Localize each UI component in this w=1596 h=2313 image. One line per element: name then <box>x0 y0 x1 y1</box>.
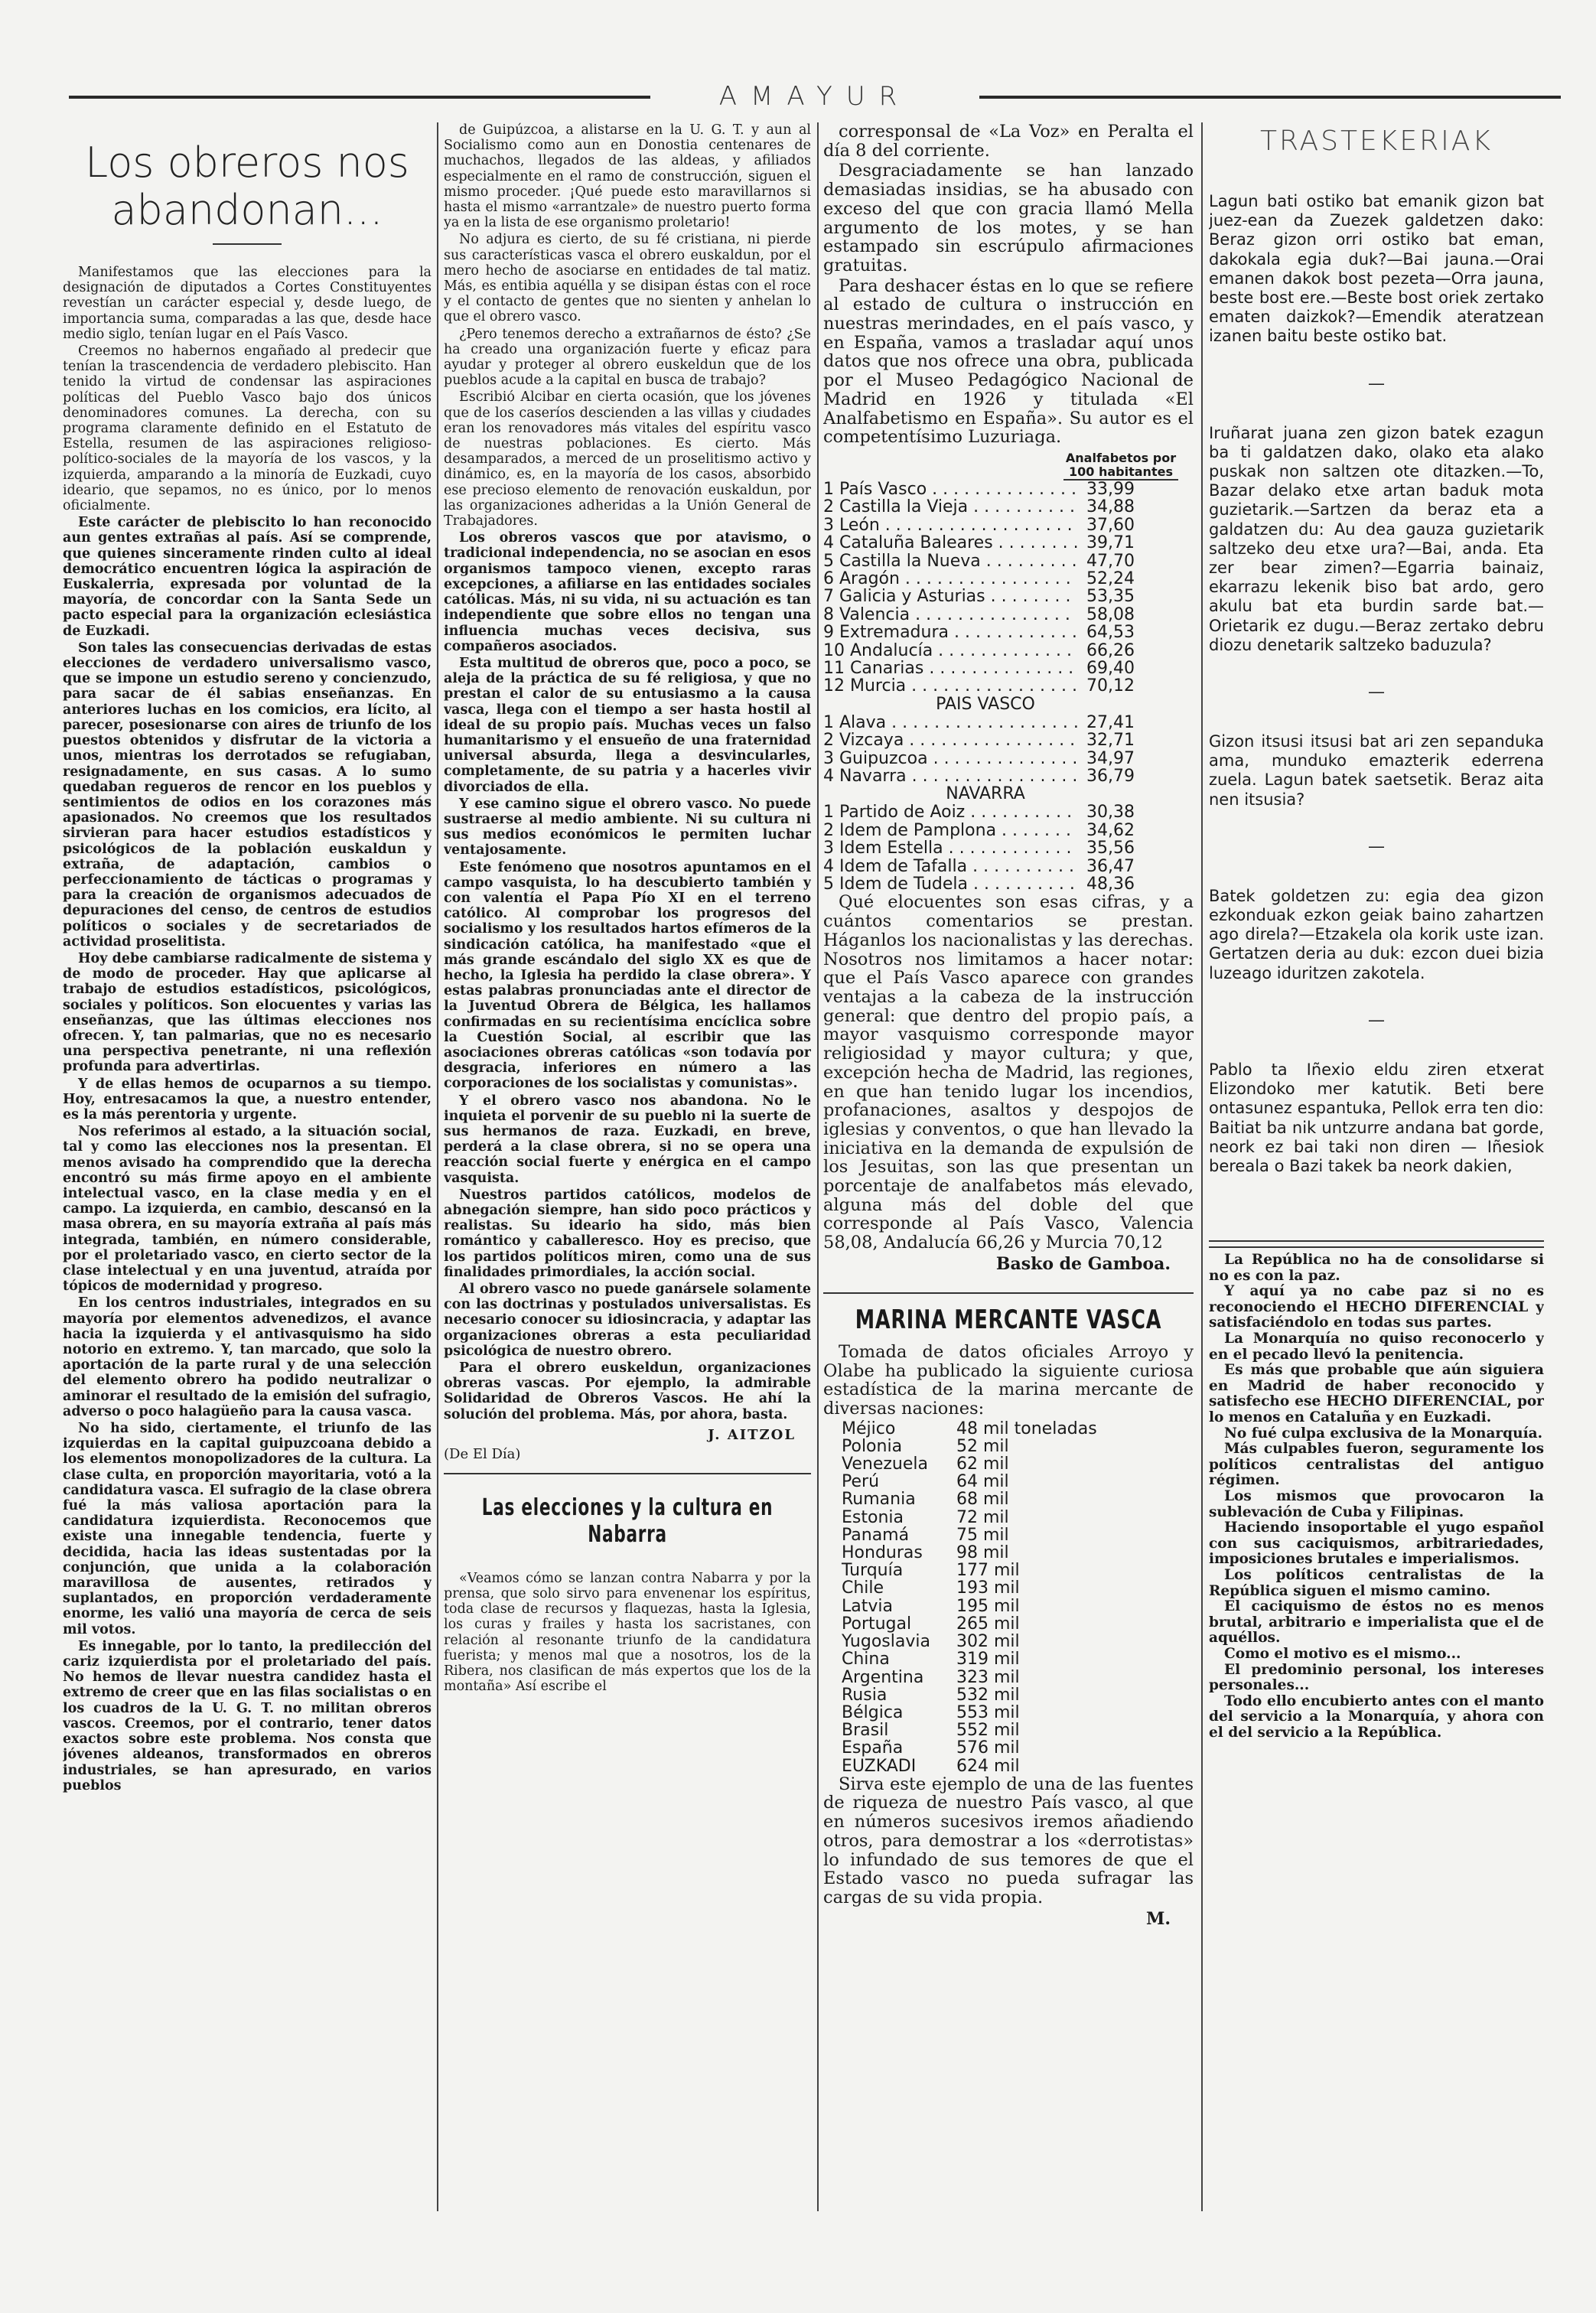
table-row <box>823 606 1194 624</box>
row-label: 2 Castilla la Vieja . . . <box>823 498 1077 516</box>
table-row <box>823 875 1194 893</box>
table-row <box>823 1758 1194 1775</box>
paragraph: Este carácter de plebiscito lo han reconocido aun gentes extrañas al país. Así se comprende, que quienes sinceramente rinden culto al ideal democrático encuentren lógica la aspiración de Euskalerria, expresada por voluntad de la mayoría, de concordar con la Santa Sede un pacto especial para la organización eclesiástica de Euzkadi. <box>63 515 432 639</box>
illiteracy-table <box>823 481 1194 696</box>
paragraph: Para deshacer éstas en lo que se refiere al estado de cultura o instrucción en nuestras merindades, en el país vasco, y en España, vamos a trasladar aquí unos datos que nos ofrece una obra, publicada por el Museo Pedagógico Nacional de Madrid en 1926 y titulada «El Analfabetismo en España». Su autor es el competentísimo Luzuriaga. <box>823 275 1194 448</box>
row-value: 98 mil <box>956 1543 1009 1563</box>
marina-headline: MARINA MERCANTE VASCA <box>855 1304 1162 1335</box>
row-label: 10 Andalucía . . . <box>823 642 1077 660</box>
table-row <box>823 1490 1194 1508</box>
row-value: 319 mil <box>956 1650 1020 1670</box>
row-label: 1 Partido de Aoiz . . . <box>823 803 1077 821</box>
box-paragraph: La República no ha de consolidarse si no es con la paz. <box>1209 1252 1544 1284</box>
marina-signature: M. <box>1145 1908 1171 1929</box>
paragraph: Nuestros partidos católicos, modelos de abnegación siempre, han sido poco prácticos y realistas. Su ideario ha sido, más bien romántico y caballeresco. Hoy es preciso, que los partidos políticos miren, como una de sus finalidades primordiales, la acción social. <box>444 1187 811 1280</box>
joke-paragraph: Lagun bati ostiko bat emanik gizon bat juez-ean da Zuezek galdetzen dako: Beraz gizon orri ostiko bat eman, dakokala egia duk?—Bai jauna.—Orai emanen dakok bost pezeta—Orra jauna, beste bost ere.—Beste bost oriek zertako ematen daizkok?—Emendik ateratzean izanen baitu beste ostiko bat. <box>1209 192 1544 346</box>
row-value: 323 mil <box>956 1667 1020 1687</box>
row-label: 4 Navarra . . . <box>823 767 1077 785</box>
row-value: 66,26 <box>1086 640 1135 660</box>
article-signature: Basko de Gamboa. <box>995 1253 1171 1274</box>
box-paragraph: Los políticos centralistas de la República siguen el mismo camino. <box>1209 1566 1544 1599</box>
row-value: 34,97 <box>1086 748 1135 768</box>
row-label: Argentina <box>842 1667 924 1687</box>
paragraph: Esta multitud de obreros que, poco a poco, se aleja de la práctica de su fé religiosa, y que no prestan el calor de su entusiasmo a la causa vasca, llega con el tiempo a ser hasta hostil al ideal de su propio país. Muchas veces un falso humanitarismo y el ensueño de una fraternidad universal absurda, llega a desvincularles, completamente, de su patria y a hacerles vivir divorciados de ella. <box>444 655 811 795</box>
paragraph: de Guipúzcoa, a alistarse en la U. G. T. y aun al Socialismo como aun en Donostia centenares de muchachos, llegados de las aldeas, y afiliados especialmente en el ramo de construcción, siguen el mismo proceder. ¡Qué puede esto maravillarnos si hasta el mismo «arrantzale» de nuestro puerto forma ya en la lista de ese organismo proletario! <box>444 122 811 231</box>
row-value: 30,38 <box>1086 803 1135 823</box>
row-label: Polonia <box>842 1436 903 1456</box>
paragraph: Desgraciadamente se han lanzado demasiadas insidias, se ha abusado con exceso del que con gracia llamó Mella argumento de los motes, y se han estampado sin escrúpulo afirmaciones gratuitas. <box>823 161 1194 275</box>
article2-headline: Las elecciones y la cultura en Nabarra <box>481 1494 774 1548</box>
paragraph: Manifestamos que las elecciones para la designación de diputados a Cortes Constituyentes revestían un carácter especial y, desde luego, de importancia suma, comparadas a las que, desde hace medio siglo, tenían lugar en el País Vasco. <box>63 265 432 342</box>
row-value: 195 mil <box>956 1596 1020 1616</box>
row-label: 8 Valencia . . . <box>823 606 1077 624</box>
basque-table <box>823 714 1194 786</box>
table-row <box>823 731 1194 749</box>
separator-dash: — <box>1368 1010 1385 1030</box>
row-label: 12 Murcia . . . <box>823 677 1077 695</box>
masthead-rule-right <box>979 96 1561 99</box>
table-header: Analfabetos por 100 habitantes <box>1063 451 1178 481</box>
group-title: NAVARRA <box>946 784 1025 804</box>
row-label: Panamá <box>842 1525 910 1545</box>
row-value: 302 mil <box>956 1632 1020 1652</box>
separator-dash: — <box>1368 373 1385 393</box>
row-label: 7 Galicia y Asturias . . . <box>823 588 1077 605</box>
row-value: 58,08 <box>1086 604 1135 624</box>
table-row <box>823 552 1194 570</box>
column-divider <box>437 122 438 2211</box>
table-row <box>823 858 1194 875</box>
box-paragraph: Más culpables fueron, seguramente los políticos centralistas del antiguo régimen. <box>1209 1441 1544 1489</box>
row-label: 1 País Vasco . . . <box>823 481 1077 498</box>
masthead <box>69 81 1561 112</box>
paragraph: Escribió Alcibar en cierta ocasión, que los jóvenes que de los caseríos descienden a las villas y ciudades eran los renovadores más vitales del espíritu vasco de nuestras poblaciones. Es cierto. Más desamparados, a merced de un proselitismo activo y dinámico, es, en la mayoría de los casos, absorbido ese precioso elemento de renovación euskaldun, por las organizaciones adheridas a la Unión General de Trabajadores. <box>444 389 811 529</box>
table-row <box>823 1598 1194 1615</box>
row-label: Perú <box>842 1472 880 1492</box>
box-rule <box>1209 1246 1544 1248</box>
row-label: 4 Cataluña Baleares . . . <box>823 534 1077 552</box>
row-label: Honduras <box>842 1543 923 1563</box>
box-paragraph: La Monarquía no quiso reconocerlo y en el pecado llevó la penitencia. <box>1209 1331 1544 1363</box>
row-value: 552 mil <box>956 1721 1020 1741</box>
table-row <box>823 803 1194 821</box>
table-row <box>823 1455 1194 1473</box>
row-value: 34,88 <box>1086 497 1135 517</box>
row-value: 177 mil <box>956 1561 1020 1581</box>
row-label: 9 Extremadura . . . <box>823 624 1077 641</box>
paragraph: Son tales las consecuencias derivadas de estas elecciones de verdadero universalismo vasco, que se impone un estudio sereno y concienzudo, para sacar de él sabias enseñanzas. En anteriores luchas en los comicios, era lícito, al parecer, posesionarse con aires de triunfo de los puestos obtenidos y disfrutar de la victoria a unos, mientras los derrotados se refugiaban, resignadamente, en sus casas. A lo sumo quedaban regueros de rencor en los pueblos y sentimientos de odios en los corazones más apasionados. No creemos que los resultados sirvieran para hacer estudios estadísticos y psicológicos de la población euskaldun y extraña, de adaptación, cambios o perfeccionamiento de tácticas o programas y para la creación de organismos adecuados de depuraciones del censo, de centros de estudios políticos o sociales y de secretariados de actividad proselitista. <box>63 640 432 950</box>
article-continuation <box>823 122 1194 447</box>
table-row <box>823 714 1194 731</box>
row-value: 48 mil toneladas <box>956 1419 1097 1438</box>
article-body <box>63 265 432 1793</box>
table-row <box>823 750 1194 767</box>
article-headline: Los obreros nos abandonan... <box>85 138 409 234</box>
column-1 <box>63 122 432 2211</box>
row-label: Rusia <box>842 1685 888 1705</box>
box-paragraph: Los mismos que provocaron la sublevación de Cuba y Filipinas. <box>1209 1488 1544 1520</box>
row-value: 27,41 <box>1086 712 1135 732</box>
row-value: 265 mil <box>956 1614 1020 1634</box>
table-row <box>823 1704 1194 1722</box>
row-value: 32,71 <box>1086 731 1135 751</box>
row-value: 75 mil <box>956 1525 1009 1545</box>
row-value: 47,70 <box>1086 551 1135 571</box>
article-body-continued <box>444 122 811 1422</box>
row-label: España <box>842 1738 904 1758</box>
row-value: 64,53 <box>1086 623 1135 643</box>
row-label: Chile <box>842 1578 884 1598</box>
table-row <box>823 1562 1194 1579</box>
paragraph: Y ese camino sigue el obrero vasco. No puede sustraerse al medio ambiente. Ni su cultura ni sus medios económicos le permiten luchar ventajosamente. <box>444 796 811 858</box>
masthead-title: AMAYUR <box>718 81 911 112</box>
table-row <box>823 624 1194 641</box>
row-label: 4 Idem de Tafalla . . . <box>823 858 1077 875</box>
row-value: 39,71 <box>1086 533 1135 553</box>
group-title: PAIS VASCO <box>936 694 1035 714</box>
paragraph: Creemos no habernos engañado al predecir que tenían la trascendencia de verdadero plebiscito. Han tenido la virtud de condensar las aspiraciones políticas del Pueblo Vasco bajo dos únicos denominadores comunes. La derecha, con su programa claramente definido en el Estatuto de Estella, resumen de las aspiraciones religioso-político-sociales de la mayoría de los vascos, y la izquierda, amparando a la minoría de Euzkadi, cuyo ideario, que sepamos, no es único, por lo menos oficialmente. <box>63 344 432 514</box>
joke-paragraph: Pablo ta Iñexio eldu ziren etxerat Elizondoko mer katutik. Beti bere ontasunez espantuka, Pellok erra ten dio: Baitiat ba nik untzurre andana bat gorde, neork ez bai taki non diren — Iñesiok bereala o Bazi takek ba neork dakien, <box>1209 1060 1544 1175</box>
marina-outro: Sirva este ejemplo de una de las fuentes de riqueza de nuestro País vasco, al que en números sucesivos iremos añadiendo otros, para demostrar a los «derrotistas» lo infundado de sus temores de que el Estado vasco no pueda sufragar las cargas de su vida propia. <box>823 1774 1194 1907</box>
row-label: 3 León . . . <box>823 516 1077 534</box>
row-value: 53,35 <box>1086 587 1135 607</box>
table-row <box>823 1669 1194 1686</box>
row-value: 532 mil <box>956 1685 1020 1705</box>
row-value: 576 mil <box>956 1738 1020 1758</box>
conclusion-paragraph: Qué elocuentes son esas cifras, y a cuántos comentarios se prestan. Háganlos los nacionalistas y las derechas. Nosotros nos limitamos a hacer notar: que el País Vasco aparece con grandes ventajas a la cabeza de la instrucción general: que dentro del propio país, a mayor vasquismo corresponde mayor religiosidad y mayor cultura; y que, excepción hecha de Madrid, las regiones, en que han tenido lugar los incendios, profanaciones, asaltos y despojos de iglesias y conventos, o que han llevado la iniciativa en la demanda de expulsión de los Jesuitas, son las que presentan un porcentaje de analfabetos más elevado, alguna más del doble del que corresponde al País Vasco, Valencia 58,08, Andalucía 66,26 y Murcia 70,12 <box>823 892 1194 1253</box>
separator-dash: — <box>1368 836 1385 856</box>
box-paragraph: Es más que probable que aún siguiera en Madrid de haber reconocido y satisfecho ese HECHO DIFERENCIAL, por lo menos en Cataluña y en Euzkadi. <box>1209 1362 1544 1426</box>
table-row <box>823 660 1194 677</box>
table-row <box>823 1650 1194 1668</box>
column-4 <box>1209 122 1544 2211</box>
table-row <box>823 642 1194 660</box>
separator-dash: — <box>1368 682 1385 702</box>
article2-paragraph: «Veamos cómo se lanzan contra Nabarra y por la prensa, que solo sirvo para envenenar los espíritus, toda clase de recursos y flaquezas, hasta la Iglesia, los curas y frailes y hasta los sacristanes, con relación al resonante triunfo de la candidatura fuerista; y menos mal que a nosotros, los de la Ribera, nos clasifican de más expertos que los de la montaña» Así escribe el <box>444 1570 811 1695</box>
navarra-table <box>823 803 1194 893</box>
row-value: 624 mil <box>956 1756 1020 1776</box>
row-label: 3 Idem Estella . . . <box>823 839 1077 857</box>
column-3 <box>823 122 1194 2211</box>
box-paragraph: No fué culpa exclusiva de la Monarquía. <box>1224 1425 1543 1442</box>
joke-paragraph: Gizon itsusi itsusi bat ari zen sepanduka ama, munduko emazterik ederrena zuela. Lagun batek saetsetik. Beraz aita nen itsusia? <box>1209 732 1544 809</box>
political-box-text <box>1209 1253 1544 1741</box>
row-value: 37,60 <box>1086 515 1135 535</box>
row-label: 1 Alava . . . <box>823 714 1077 731</box>
table-row <box>823 839 1194 857</box>
article-signature: J. AITZOL <box>708 1426 796 1443</box>
table-row <box>823 822 1194 839</box>
paragraph: Hoy debe cambiarse radicalmente de sistema y de modo de proceder. Hay que aplicarse al trabajo de estudios estadísticos, psicológicos, sociales y políticos. Son elocuentes y varias las enseñanzas, que las últimas elecciones nos ofrecen. Y, tan palmarias, que no es necesario una perspectiva penetrante, ni una reflexión profunda para advertirlas. <box>63 950 432 1075</box>
joke-paragraph: Batek goldetzen zu: egia dea gizon ezkonduak ezkon geiak baino zahartzen ago direla?—Etzakela ola korik uste izan. Gertatzen deria au duk: ezcon duei bizia luzeago iduritzen zakotela. <box>1209 886 1544 982</box>
column-divider <box>1201 122 1203 2211</box>
table-row <box>823 1579 1194 1597</box>
marina-table <box>823 1420 1194 1775</box>
box-rule <box>1209 1240 1544 1242</box>
row-value: 62 mil <box>956 1455 1009 1474</box>
table-row <box>823 1509 1194 1526</box>
column-2 <box>444 122 811 2211</box>
box-paragraph: Todo ello encubierto antes con el manto del servicio a la Monarquía, y ahora con el del servicio a la República. <box>1209 1692 1544 1741</box>
row-label: EUZKADI <box>842 1756 917 1776</box>
row-label: China <box>842 1650 890 1670</box>
paragraph: Y el obrero vasco nos abandona. No le inquieta el porvenir de su pueblo ni la suerte de sus hermanos de raza. Euzkadi, en breve, perderá a la clase obrera, si no se opera una reacción social fuerte y enérgica en el campo vasquista. <box>444 1093 811 1186</box>
row-label: Méjico <box>842 1419 896 1438</box>
table-row <box>823 1420 1194 1438</box>
row-label: Brasil <box>842 1721 889 1741</box>
row-value: 48,36 <box>1086 875 1135 894</box>
paragraph: ¿Pero tenemos derecho a extrañarnos de ésto? ¿Se ha creado una organización fuerte y eficaz para ayudar y proteger al obrero euskeldun que de los pueblos acude a la capital en busca de trabajo? <box>444 326 811 389</box>
column-title: TRASTEKERIAK <box>1260 125 1493 157</box>
paragraph: Los obreros vascos que por atavismo, o tradicional independencia, no se asocian en esos organismos tampoco vienen, excepto raras excepciones, a afiliarse en las entidades sociales católicas. Más, ni su vida, ni su actuación es tan independiente que sobre ellos no tengan una influencia muchas veces decisiva, sus compañeros asociados. <box>444 530 811 654</box>
row-label: Estonia <box>842 1507 904 1527</box>
paragraph: Nos referimos al estado, a la situación social, tal y como las elecciones nos la presentan. El menos avisado ha comprendido que la derecha encontró su más firme apoyo en el ambiente intelectual vasco, en la clase media y en el campo. La izquierda, en cambio, descansó en la masa obrera, en su mayoría extraña al país más integrada, también, en número considerable, por el proletariado vasco, en cierto sector de la clase intelectual y en una juventud, atraída por tópicos de modernidad y progreso. <box>63 1124 432 1295</box>
box-paragraph: Como el motivo es el mismo... <box>1224 1645 1461 1662</box>
row-label: 11 Canarias . . . <box>823 660 1077 677</box>
paragraph: corresponsal de «La Voz» en Peralta el día 8 del corriente. <box>823 122 1194 161</box>
table-row <box>823 1633 1194 1650</box>
row-label: 3 Guipuzcoa . . . <box>823 750 1077 767</box>
row-value: 553 mil <box>956 1702 1020 1722</box>
paragraph: Este fenómeno que nosotros apuntamos en el campo vasquista, lo ha descubierto también y con valentía el Papa Pío XI en el terreno católico. Al comprobar los progresos del socialismo y los resultados hartos efímeros de la sindicación católica, ha manifestado «que el más grande escándalo del siglo XX es que de hecho, la Iglesia ha perdido la clase obrera». Y estas palabras pronunciadas ante el director de la Juventud Obrera de Bélgica, les hallamos confirmadas en su recientísima encíclica sobre la Cuestión Social, al escribir que las asociaciones obreras católicas «son todavía por desgracia, inferiores en número a las corporaciones de los socialistas y comunistas». <box>444 859 811 1092</box>
row-label: Latvia <box>842 1596 893 1616</box>
table-row <box>823 498 1194 516</box>
masthead-rule-left <box>69 96 650 99</box>
article-source: (De El Día) <box>444 1445 521 1462</box>
jokes-list <box>1209 192 1544 1176</box>
headline-rule <box>213 243 282 245</box>
row-value: 33,99 <box>1086 479 1135 499</box>
row-label: 2 Idem de Pamplona . . . <box>823 822 1077 839</box>
row-label: Turquía <box>842 1561 904 1581</box>
table-row <box>823 1722 1194 1739</box>
paragraph: No ha sido, ciertamente, el triunfo de las izquierdas en la capital guipuzcoana debido a los elementos monopolizadores de la cultura. La clase culta, en proporción mayoritaria, votó a la candidatura vasca. El sufragio de la clase obrera fué la más valiosa aportación para la candidatura izquierdista. Reconocemos que existe una innegable tendencia, fuerte y decidida, hacia las ideas sustentadas por la conjunción, que unida a la colaboración maravillosa de ausentes, retirados y suplantados, en proporción verdaderamente enorme, les valió una mayoría de cerca de seis mil votos. <box>63 1421 432 1637</box>
section-divider <box>823 1292 1194 1294</box>
box-paragraph: El predominio personal, los intereses personales... <box>1209 1661 1544 1694</box>
table-row <box>823 1615 1194 1633</box>
row-label: 6 Aragón . . . <box>823 570 1077 588</box>
paragraph: Y de ellas hemos de ocuparnos a su tiempo. Hoy, entresacamos la que, a nuestro entender, es la más perentoria y urgente. <box>63 1076 432 1122</box>
table-row <box>823 1544 1194 1562</box>
row-label: Venezuela <box>842 1455 928 1474</box>
table-row <box>823 677 1194 695</box>
row-value: 36,47 <box>1086 856 1135 876</box>
table-row <box>823 767 1194 785</box>
box-paragraph: El caciquismo de éstos no es menos brutal, arbitrario e imperialista que el de aquéllos. <box>1209 1598 1544 1647</box>
paragraph: Al obrero vasco no puede ganársele solamente con las doctrinas y postulados universalistas. Es necesario conocer su idiosincracia, y adaptar las organizaciones obreras a esta peculiaridad psicológica de nuestro obrero. <box>444 1282 811 1359</box>
table-row <box>823 1739 1194 1757</box>
row-value: 35,56 <box>1086 839 1135 858</box>
row-value: 64 mil <box>956 1472 1009 1492</box>
row-label: 5 Idem de Tudela . . . <box>823 875 1077 893</box>
column-divider <box>817 122 819 2211</box>
paragraph: En los centros industriales, integrados en su mayoría por elementos advenedizos, el avance hacia la izquierda y el antivasquismo ha sido notorio en extremo. Y, tan marcado, que solo la aportación de la parte rural y de una selección del elemento obrero ha podido neutralizar o aminorar el resultado de la emisión del sufragio, adverso o poco halagüeño para la causa vasca. <box>63 1295 432 1419</box>
row-value: 34,62 <box>1086 820 1135 840</box>
table-row <box>823 588 1194 605</box>
section-divider <box>444 1473 811 1474</box>
row-value: 52 mil <box>956 1436 1009 1456</box>
joke-paragraph: Iruñarat juana zen gizon batek ezagun ba ti galdatzen dako, olako eta alako puskak non saltzen ote ditazken.—To, Bazar delako etxe artan baduk mota guzietarik.—Sartzen da beraz eta a galdatzen du: Au dea gauza guzietarik saltzeko deu etxe ura?—Bai, anda. Eta zer bear zimen?—Egarria bainaiz, ekarrazu lekenik biso bat ardo, gero akulu bat eta burdin sarde bat.—Orietarik ez dugu.—Beraz zertako debru diozu denetarik saltzeko baduzula? <box>1209 423 1544 654</box>
row-value: 68 mil <box>956 1490 1009 1510</box>
row-value: 69,40 <box>1086 659 1135 679</box>
table-row <box>823 1526 1194 1544</box>
table-row <box>823 1686 1194 1704</box>
paragraph: No adjura es cierto, de su fé cristiana, ni pierde sus características vasca el obrero euskaldun, por el mero hecho de asociarse en entidades de tal matiz. Más, es entibia aquélla y se disipan éstas con el roce y el contacto de gentes que no sienten y anhelan lo que el obrero vasco. <box>444 232 811 325</box>
row-label: Rumania <box>842 1490 916 1510</box>
row-value: 72 mil <box>956 1507 1009 1527</box>
paragraph: Es innegable, por lo tanto, la predilección del cariz izquierdista por el proletariado del país. No hemos de llevar nuestra candidez hasta el extremo de creer que en las filas socialistas o en los cuadros de la U. G. T. no militan obreros vascos. Creemos, por el contrario, tener datos exactos sobre este problema. Nos consta que jóvenes aldeanos, transformados en obreros industriales, se han apresurado, en varios pueblos <box>63 1638 432 1793</box>
row-label: Bélgica <box>842 1702 904 1722</box>
row-value: 193 mil <box>956 1578 1020 1598</box>
row-value: 36,79 <box>1086 767 1135 787</box>
box-paragraph: Y aquí ya no cabe paz si no es reconociendo el HECHO DIFERENCIAL y satisfaciéndolo en todas sus partes. <box>1209 1283 1544 1331</box>
row-value: 70,12 <box>1086 676 1135 696</box>
table-row <box>823 570 1194 588</box>
table-row <box>823 534 1194 552</box>
row-label: Yugoslavia <box>842 1632 930 1652</box>
row-label: Portugal <box>842 1614 912 1634</box>
marina-intro: Tomada de datos oficiales Arroyo y Olabe ha publicado la siguiente curiosa estadística de la marina mercante de diversas naciones: <box>823 1341 1194 1419</box>
paragraph: Para el obrero euskeldun, organizaciones obreras vascas. Por ejemplo, la admirable Solidaridad de Obreros Vascos. He ahí la solución del problema. Más, por ahora, basta. <box>444 1360 811 1422</box>
row-value: 52,24 <box>1086 568 1135 588</box>
table-row <box>823 516 1194 534</box>
table-row <box>823 481 1194 498</box>
row-label: 5 Castilla la Nueva . . . <box>823 552 1077 570</box>
box-paragraph: Haciendo insoportable el yugo español con sus caciquismos, arbitrariedades, imposiciones brutales e imperialismos. <box>1209 1520 1544 1568</box>
table-row <box>823 1473 1194 1490</box>
table-row <box>823 1438 1194 1455</box>
political-box <box>1209 1230 1544 1741</box>
row-label: 2 Vizcaya . . . <box>823 731 1077 749</box>
